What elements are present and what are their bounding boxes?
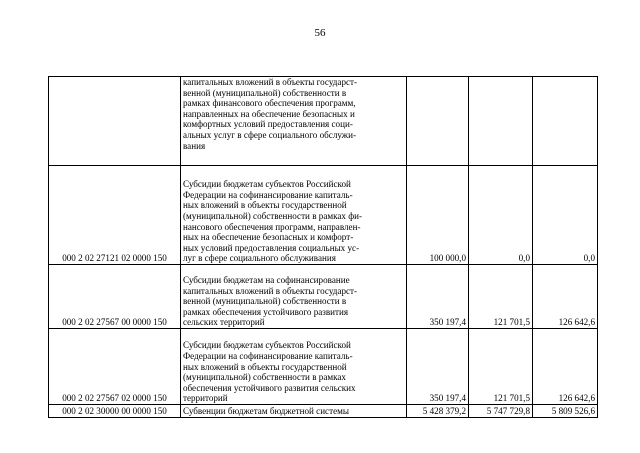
- table-row: [49, 405, 598, 418]
- row-name-line: венной (муниципальной) собственности в: [183, 296, 347, 307]
- row-code: 000 2 02 30000 00 0000 150: [49, 405, 181, 418]
- row-value-2: 121 701,5: [469, 329, 533, 405]
- row-name-line: Субсидии бюджетам субъектов Российской: [183, 179, 351, 190]
- row-value-3: 5 809 526,6: [533, 405, 598, 418]
- row-code: 000 2 02 27121 02 0000 150: [49, 166, 181, 265]
- row-value-2: 121 701,5: [469, 265, 533, 329]
- row-name-line: ных условий предоставления социальных ус-: [183, 242, 360, 253]
- row-name-line: альных услуг в сфере социального обслужи-: [183, 129, 356, 140]
- row-name-line: капитальных вложений в объекты государст-: [183, 77, 358, 87]
- row-value-3: 126 642,6: [533, 265, 598, 329]
- row-name-line: рамках обеспечения устойчивого развития: [183, 306, 349, 317]
- row-value-1: 5 428 379,2: [407, 405, 469, 418]
- row-value-2: 5 747 729,8: [469, 405, 533, 418]
- row-name: [181, 166, 407, 265]
- table-row: [49, 265, 598, 329]
- page-number: 56: [314, 27, 326, 39]
- row-name-line: территорий: [183, 393, 228, 404]
- row-code: 000 2 02 27567 02 0000 150: [49, 329, 181, 405]
- row-value-1: 350 197,4: [407, 329, 469, 405]
- row-name-line: нансового обеспечения программ, направлен-: [183, 221, 361, 232]
- row-value-2: [469, 77, 533, 166]
- row-name-line: (муниципальной) собственности в рамках фи-: [183, 211, 363, 222]
- row-name-line: Субсидии бюджетам на софинансирование: [183, 275, 350, 286]
- row-name: [181, 77, 407, 166]
- row-name-line: венной (муниципальной) собственности в: [183, 87, 347, 98]
- row-name-line: обеспечения устойчивого развития сельских: [183, 382, 356, 393]
- row-name: [181, 329, 407, 405]
- row-name-line: капитальных вложений в объекты государст-: [183, 285, 358, 296]
- row-name-line: ных вложений в объекты государственной: [183, 200, 347, 211]
- row-value-1: 350 197,4: [407, 265, 469, 329]
- row-name-line: рамках финансового обеспечения программ,: [183, 98, 356, 109]
- row-name-line: луг в сфере социального обслуживания: [183, 253, 336, 264]
- row-value-1: [407, 77, 469, 166]
- row-value-1: 100 000,0: [407, 166, 469, 265]
- row-code: 000 2 02 27567 00 0000 150: [49, 265, 181, 329]
- row-name: [181, 405, 407, 418]
- row-name-line: комфортных условий предоставления соци-: [183, 119, 353, 130]
- row-value-3: 0,0: [533, 166, 598, 265]
- row-name-line: Субвенции бюджетам бюджетной системы: [183, 406, 349, 417]
- row-name-line: (муниципальной) собственности в рамках: [183, 372, 346, 383]
- row-value-3: [533, 77, 598, 166]
- row-value-3: 126 642,6: [533, 329, 598, 405]
- table-row: [49, 329, 598, 405]
- row-value-2: 0,0: [469, 166, 533, 265]
- row-name-line: вания: [183, 140, 206, 151]
- row-name-line: Субсидии бюджетам субъектов Российской: [183, 340, 351, 351]
- row-name-line: Федерации на софинансирование капиталь-: [183, 189, 353, 200]
- row-name-line: ных на обеспечение безопасных и комфорт-: [183, 232, 354, 243]
- table-row: [49, 77, 598, 166]
- table-row: [49, 166, 598, 265]
- row-name-line: Федерации на софинансирование капиталь-: [183, 351, 353, 362]
- row-name-line: сельских территорий: [183, 317, 265, 328]
- row-name-line: ных вложений в объекты государственной: [183, 361, 347, 372]
- row-code: [49, 77, 181, 166]
- row-name: [181, 265, 407, 329]
- budget-table: [48, 76, 598, 418]
- row-name-line: направленных на обеспечение безопасных и: [183, 108, 355, 119]
